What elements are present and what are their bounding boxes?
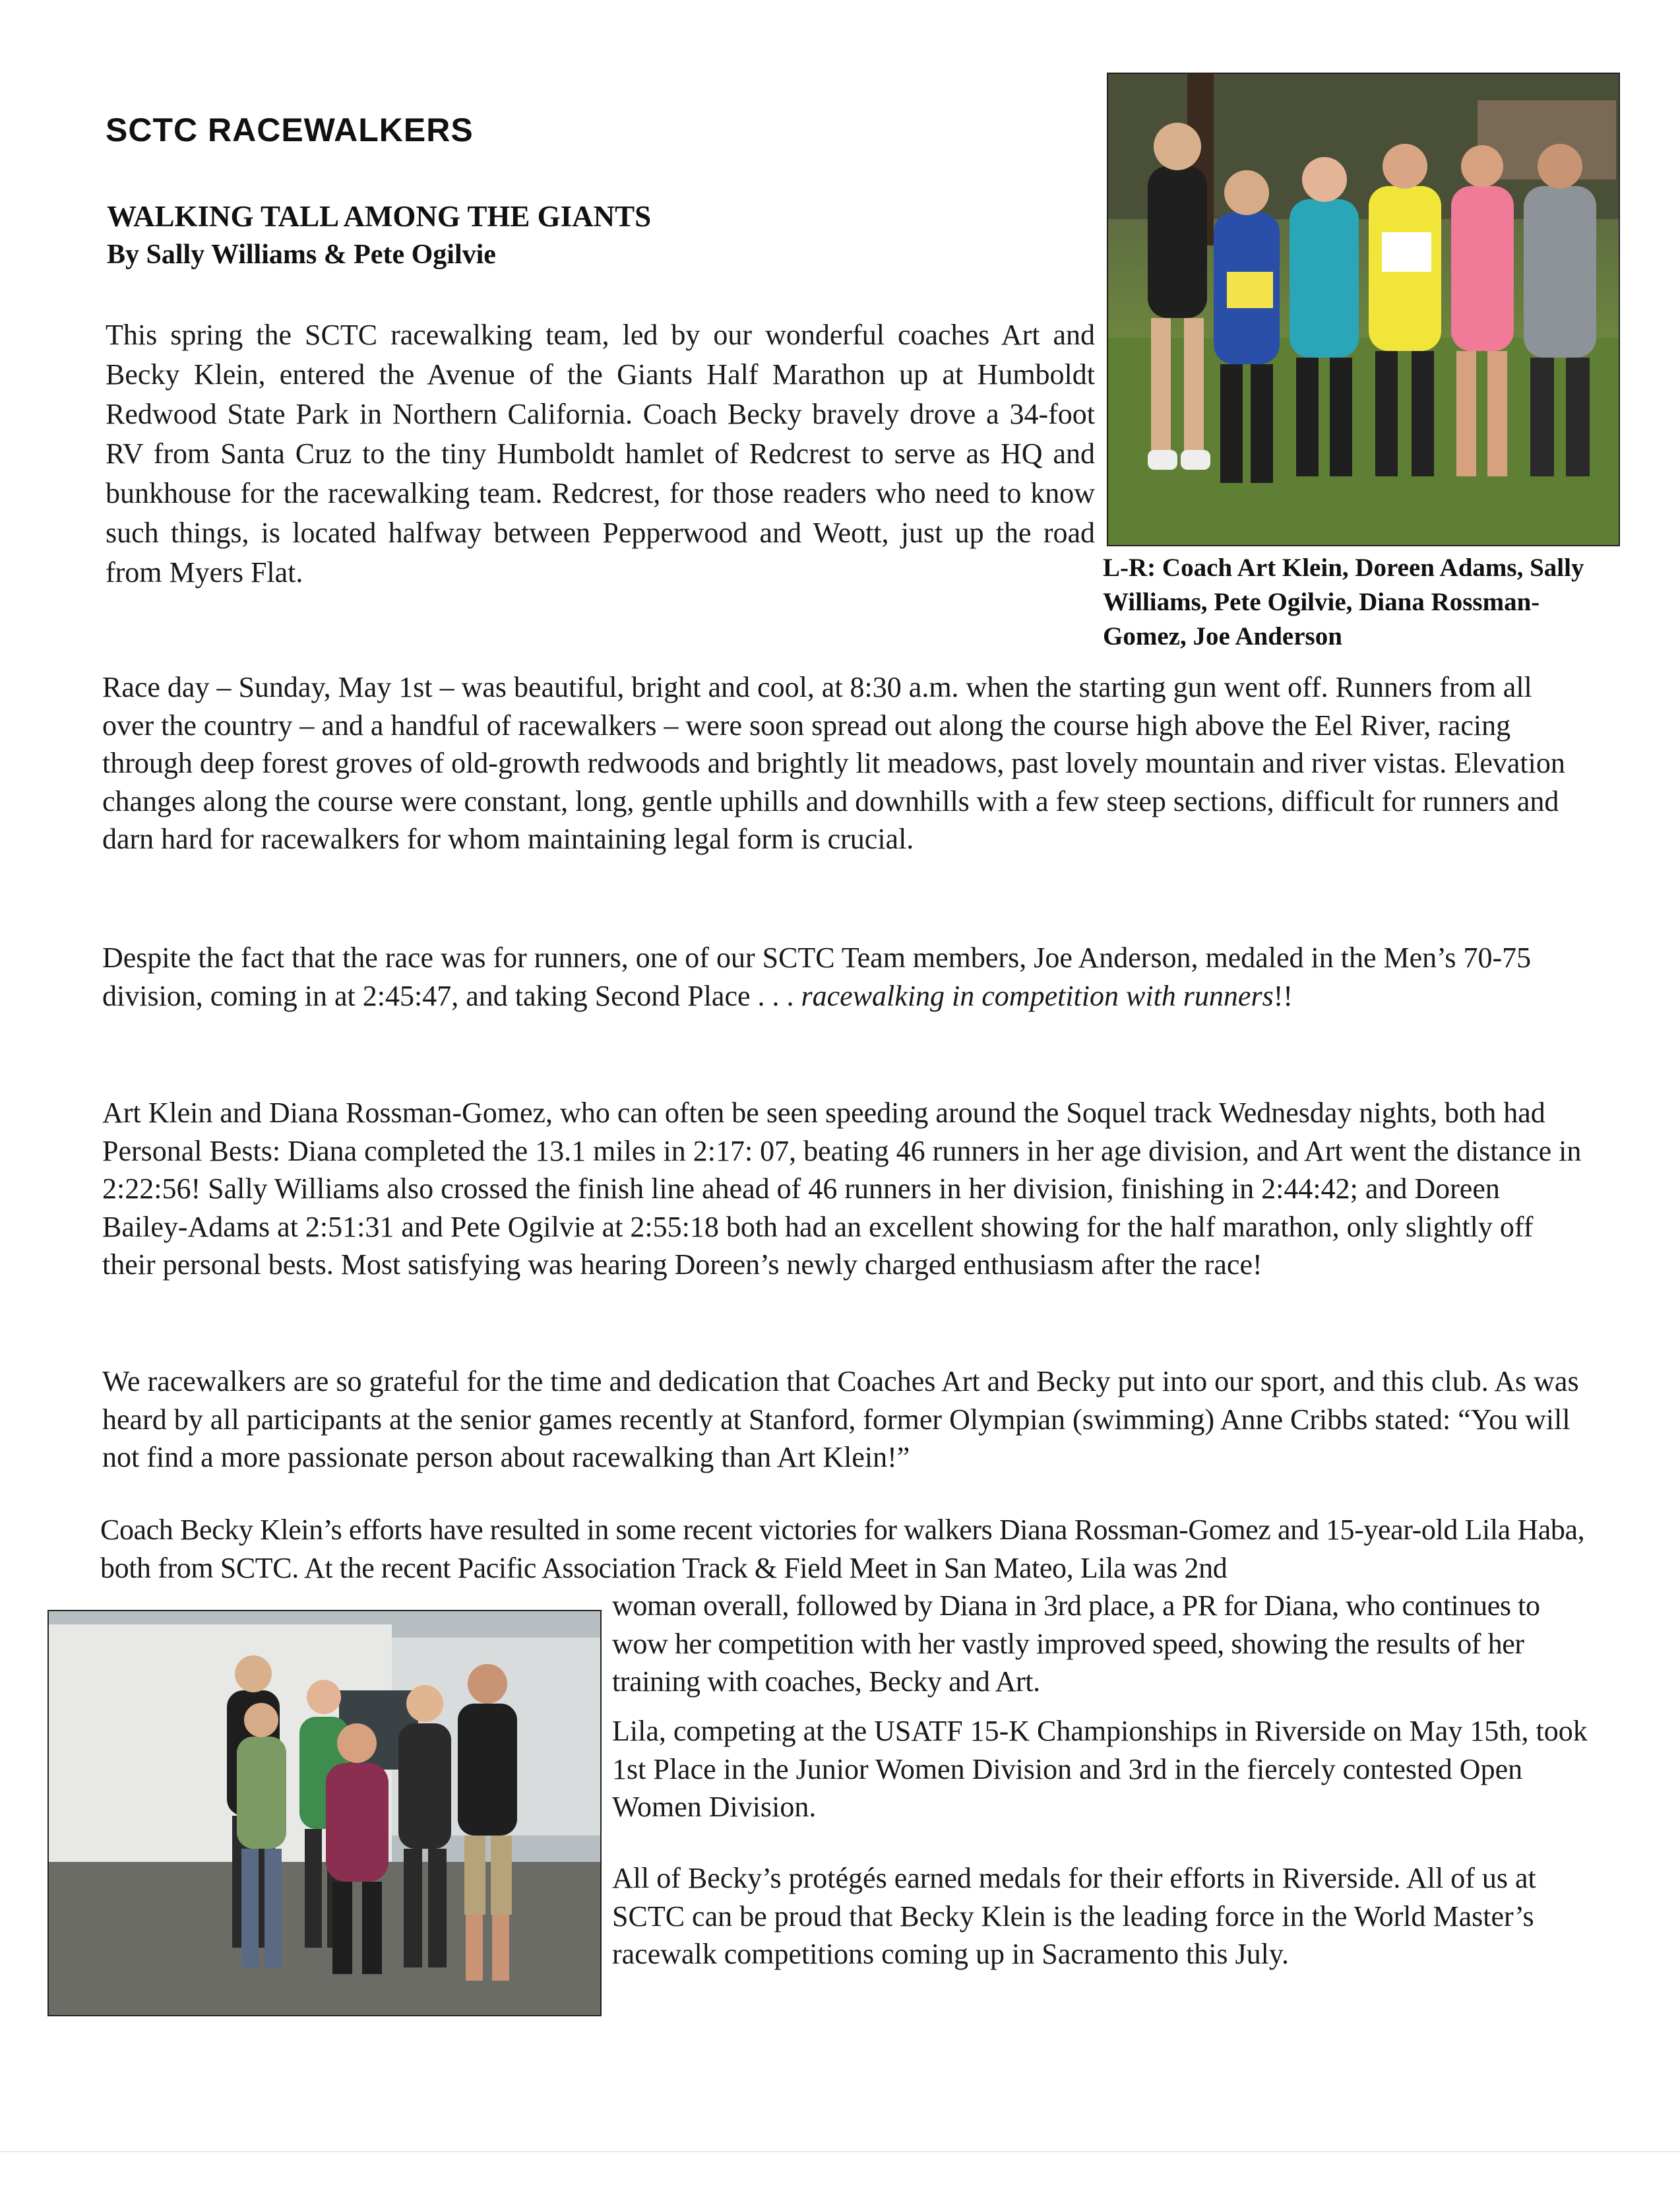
medal-text: Despite the fact that the race was for runners, one of our SCTC Team members, Joe Anderson, medaled in the Men’s 70-75 division, coming in at 2:45:47, and taking Second Place . . . bbox=[102, 942, 1532, 1012]
race-group-illustration bbox=[1108, 74, 1619, 545]
personal-bests-paragraph: Art Klein and Diana Rossman-Gomez, who can often be seen speeding around the Soquel track Wednesday nights, both had Personal Bests: Diana completed the 13.1 miles in 2:17: 07, beating 46 runners in her age division, and Art went the distance in 2:22:56! Sally Williams also crossed the finish line ahead of 46 runners in her division, finishing in 2:44:42; and Doreen Bailey-Adams at 2:51:31 and Pete Ogilvie at 2:55:18 both had an excellent showing for the half marathon, only slightly off their personal bests. Most satisfying was hearing Doreen’s newly charged enthusiasm after the race! bbox=[102, 1097, 1582, 1281]
section-title: SCTC RACEWALKERS bbox=[106, 112, 474, 148]
lila-paragraph: Lila, competing at the USATF 15-K Championships in Riverside on May 15th, took 1st Place in the Junior Women Division and 3rd in the fiercely contested Open Women Division. bbox=[612, 1715, 1588, 1823]
photo-caption: L-R: Coach Art Klein, Doreen Adams, Sally Williams, Pete Ogilvie, Diana Rossman-Gomez, Joe Anderson bbox=[1103, 554, 1584, 651]
article-byline: By Sally Williams & Pete Ogilvie bbox=[107, 240, 496, 270]
coach-becky-continued: woman overall, followed by Diana in 3rd place, a PR for Diana, who continues to wow her competition with her vastly improved speed, showing the results of her training with coaches, Becky and Art. bbox=[612, 1589, 1540, 1698]
race-day-paragraph: Race day – Sunday, May 1st – was beautiful, bright and cool, at 8:30 a.m. when the starting gun went off. Runners from all over the country – and a handful of racewalkers – were soon spread out along the course high above the Eel River, racing through deep forest groves of old-growth redwoods and brightly lit meadows, past lovely mountain and river vistas. Elevation changes along the course were constant, long, gentle uphills and downhills with a few steep sections, difficult for runners and darn hard for racewalkers for whom maintaining legal form is crucial. bbox=[102, 671, 1565, 855]
medal-paragraph bbox=[102, 939, 1586, 1015]
page-footer-rule bbox=[0, 2151, 1680, 2152]
grateful-paragraph: We racewalkers are so grateful for the time and dedication that Coaches Art and Becky put into our sport, and this club. As was heard by all participants at the senior games recently at Stanford, former Olympian (swimming) Anne Cribbs stated: “You will not find a more passionate person about racewalking than Art Klein!” bbox=[102, 1365, 1579, 1473]
proteges-paragraph: All of Becky’s protégés earned medals for their efforts in Riverside. All of us at SCTC can be proud that Becky Klein is the leading force in the World Master’s racewalk competitions coming up in Sacramento this July. bbox=[612, 1862, 1536, 1970]
intro-paragraph: This spring the SCTC racewalking team, led by our wonderful coaches Art and Becky Klein, entered the Avenue of the Giants Half Marathon up at Humboldt Redwood State Park in Northern California. Coach Becky bravely drove a 34-foot RV from Santa Cruz to the tiny Humboldt hamlet of Redcrest to serve as HQ and bunkhouse for the racewalking team. Redcrest, for those readers who need to know such things, is located halfway between Pepperwood and Weott, just up the road from Myers Flat. bbox=[106, 319, 1095, 589]
medal-end: !! bbox=[1273, 979, 1293, 1012]
rv-group-photo bbox=[47, 1610, 602, 2016]
bib-right-label bbox=[1108, 544, 1109, 545]
race-group-photo bbox=[1107, 73, 1620, 546]
coach-becky-paragraph: Coach Becky Klein’s efforts have resulted in some recent victories for walkers Diana Rossman-Gomez and 15-year-old Lila Haba, both from SCTC. At the recent Pacific Association Track & Field Meet in San Mateo, Lila was 2nd bbox=[100, 1514, 1585, 1584]
article-headline: WALKING TALL AMONG THE GIANTS bbox=[107, 200, 652, 233]
medal-emphasis: racewalking in competition with runners bbox=[801, 979, 1274, 1012]
rv-group-illustration bbox=[49, 1611, 600, 2015]
